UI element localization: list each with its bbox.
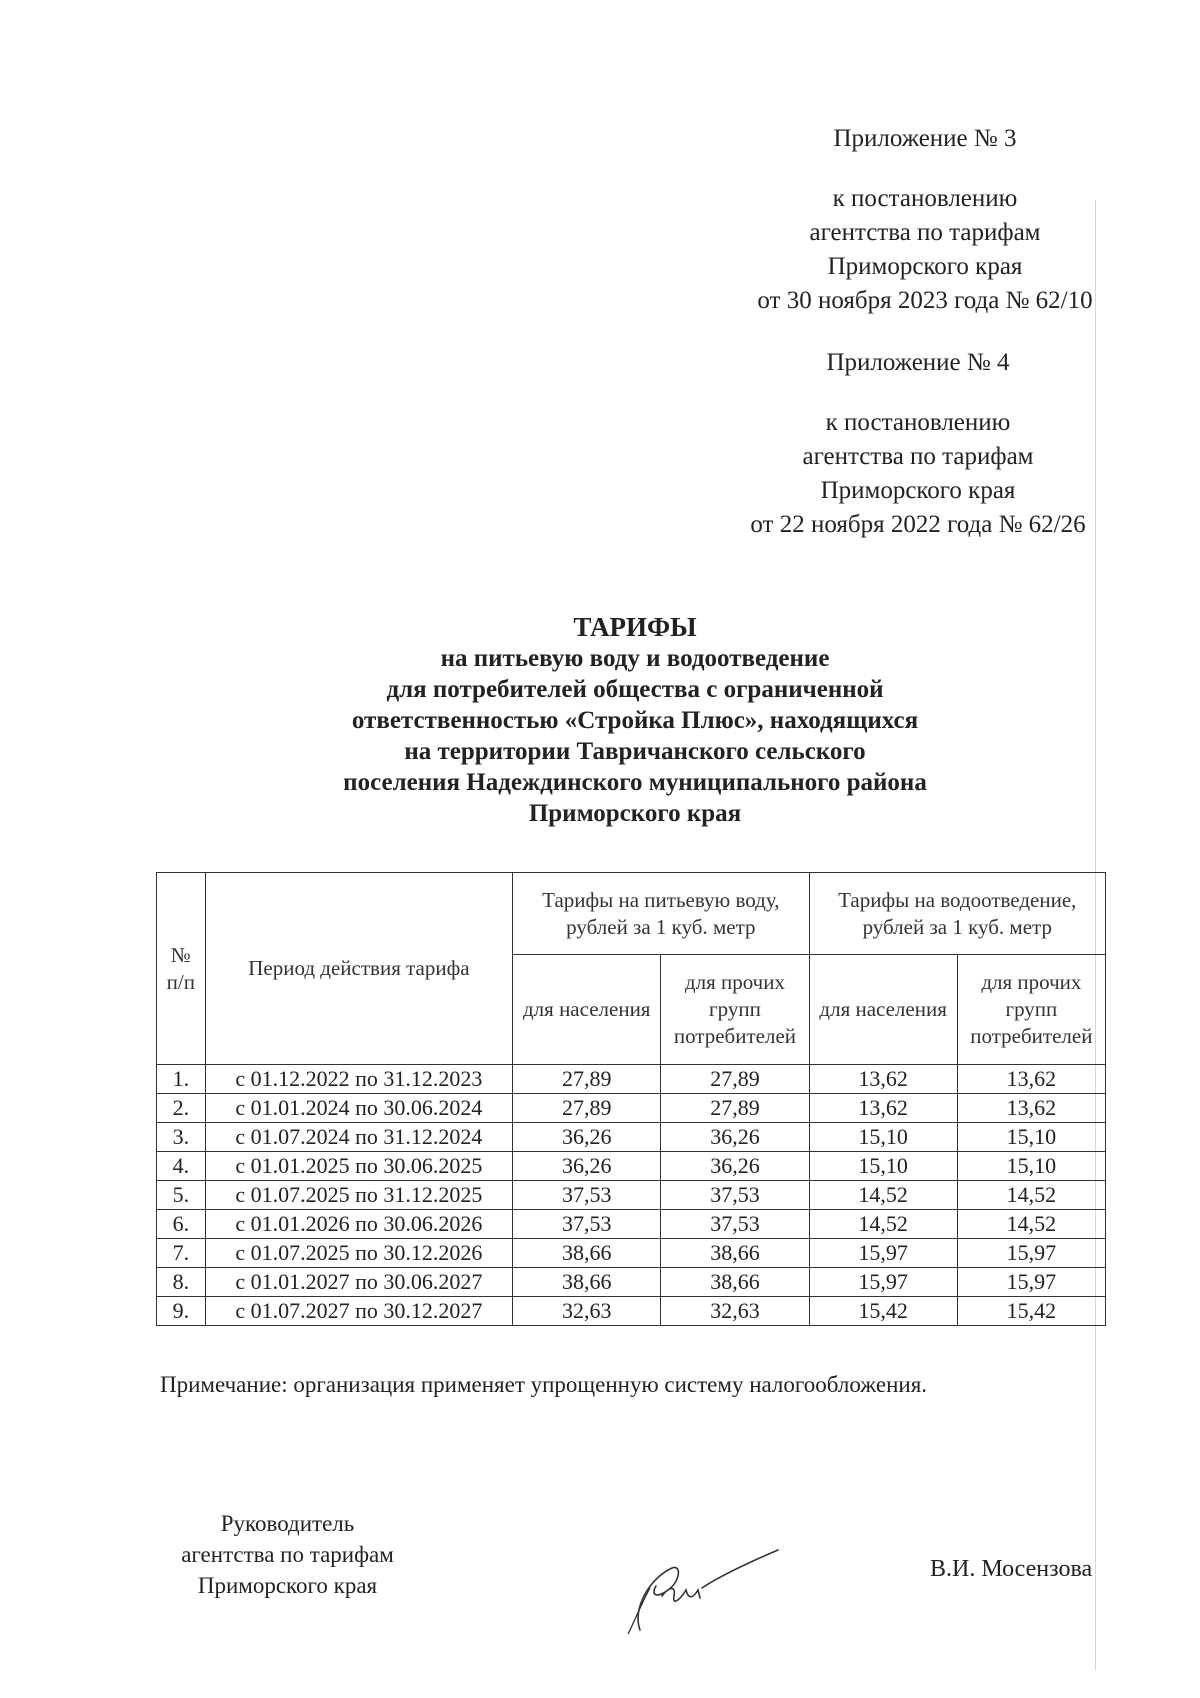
drain-other-value: 15,97: [957, 1239, 1105, 1268]
appendix-line: Приморского края: [827, 253, 1023, 280]
drain-other-value: 14,52: [957, 1181, 1105, 1210]
water-population-value: 38,66: [513, 1239, 661, 1268]
header-number: № п/п: [157, 873, 206, 1065]
appendix-title: Приложение № 3: [833, 125, 1017, 152]
water-population-value: 38,66: [513, 1268, 661, 1297]
drain-population-value: 14,52: [809, 1210, 957, 1239]
row-number: 3.: [157, 1123, 206, 1152]
table-row: [157, 1094, 1106, 1123]
drain-other-value: 15,10: [957, 1123, 1105, 1152]
header-drain-group: Тарифы на водоотведение, рублей за 1 куб. метр: [809, 873, 1105, 955]
table-row: [157, 1239, 1106, 1268]
drain-population-value: 13,62: [809, 1065, 957, 1094]
table-row: [157, 1152, 1106, 1181]
row-period: с 01.01.2027 по 30.06.2027: [205, 1268, 512, 1297]
drain-population-value: 15,42: [809, 1297, 957, 1326]
row-period: с 01.07.2024 по 31.12.2024: [205, 1123, 512, 1152]
header-drain-population: для населения: [809, 955, 957, 1065]
drain-other-value: 15,42: [957, 1297, 1105, 1326]
appendix-date-line: от 30 ноября 2023 года № 62/10: [757, 287, 1093, 314]
drain-population-value: 15,97: [809, 1268, 957, 1297]
appendix-line: агентства по тарифам: [802, 443, 1034, 470]
water-other-value: 36,26: [661, 1152, 809, 1181]
header-water-population: для населения: [513, 955, 661, 1065]
drain-other-value: 15,97: [957, 1268, 1105, 1297]
water-other-value: 37,53: [661, 1210, 809, 1239]
heading-line: Приморского края: [528, 800, 742, 827]
row-period: с 01.07.2027 по 30.12.2027: [205, 1297, 512, 1326]
appendix-title: Приложение № 4: [826, 349, 1010, 376]
row-number: 2.: [157, 1094, 206, 1123]
heading-line: на территории Тавричанского сельского: [404, 738, 866, 765]
water-other-value: 27,89: [661, 1094, 809, 1123]
document-title: ТАРИФЫ: [573, 612, 697, 642]
row-period: с 01.01.2026 по 30.06.2026: [205, 1210, 512, 1239]
row-number: 9.: [157, 1297, 206, 1326]
signer-position-line: Приморского края: [197, 1573, 378, 1598]
water-other-value: 36,26: [661, 1123, 809, 1152]
water-population-value: 37,53: [513, 1181, 661, 1210]
heading-line: на питьевую воду и водоотведение: [440, 645, 830, 672]
water-other-value: 38,66: [661, 1268, 809, 1297]
water-other-value: 37,53: [661, 1181, 809, 1210]
row-number: 4.: [157, 1152, 206, 1181]
drain-other-value: 14,52: [957, 1210, 1105, 1239]
appendix-line: к постановлению: [825, 409, 1011, 436]
table-row: [157, 1181, 1106, 1210]
water-population-value: 37,53: [513, 1210, 661, 1239]
signer-name: В.И. Мосензова: [930, 1556, 1093, 1582]
drain-population-value: 13,62: [809, 1094, 957, 1123]
drain-population-value: 15,97: [809, 1239, 957, 1268]
water-other-value: 27,89: [661, 1065, 809, 1094]
water-population-value: 36,26: [513, 1123, 661, 1152]
row-number: 8.: [157, 1268, 206, 1297]
header-water-other: для прочих групп потребителей: [661, 955, 809, 1065]
drain-other-value: 13,62: [957, 1065, 1105, 1094]
appendix-line: Приморского края: [820, 477, 1016, 504]
drain-population-value: 15,10: [809, 1152, 957, 1181]
row-number: 1.: [157, 1065, 206, 1094]
table-row: [157, 1210, 1106, 1239]
water-population-value: 36,26: [513, 1152, 661, 1181]
appendix-date-line: от 22 ноября 2022 года № 62/26: [750, 511, 1086, 538]
table-row: [157, 1123, 1106, 1152]
heading-line: для потребителей общества с ограниченной: [386, 676, 884, 703]
drain-population-value: 14,52: [809, 1181, 957, 1210]
tax-note: Примечание: организация применяет упрощенную систему налогообложения.: [160, 1372, 928, 1397]
water-other-value: 38,66: [661, 1239, 809, 1268]
header-drain-other: для прочих групп потребителей: [957, 955, 1105, 1065]
heading-line: поселения Надеждинского муниципального района: [343, 769, 927, 796]
row-period: с 01.07.2025 по 31.12.2025: [205, 1181, 512, 1210]
signer-position-line: агентства по тарифам: [181, 1542, 394, 1567]
table-row: [157, 1297, 1106, 1326]
handwritten-signature: [610, 1538, 780, 1638]
water-population-value: 27,89: [513, 1094, 661, 1123]
row-period: с 01.07.2025 по 30.12.2026: [205, 1239, 512, 1268]
water-population-value: 32,63: [513, 1297, 661, 1326]
water-other-value: 32,63: [661, 1297, 809, 1326]
signer-position-line: Руководитель: [220, 1511, 355, 1536]
appendix-line: агентства по тарифам: [809, 219, 1041, 246]
tariffs-table: [156, 872, 1106, 1326]
header-water-group: Тарифы на питьевую воду, рублей за 1 куб. метр: [513, 873, 809, 955]
header-period: Период действия тарифа: [205, 873, 512, 1065]
row-number: 7.: [157, 1239, 206, 1268]
drain-other-value: 15,10: [957, 1152, 1105, 1181]
heading-line: ответственностью «Стройка Плюс», находящихся: [351, 707, 919, 734]
row-number: 5.: [157, 1181, 206, 1210]
appendix-line: к постановлению: [832, 185, 1018, 212]
row-period: с 01.01.2024 по 30.06.2024: [205, 1094, 512, 1123]
signer-position: [145, 1508, 430, 1601]
drain-population-value: 15,10: [809, 1123, 957, 1152]
table-row: [157, 1065, 1106, 1094]
document-heading: [205, 612, 1065, 829]
row-number: 6.: [157, 1210, 206, 1239]
row-period: с 01.01.2025 по 30.06.2025: [205, 1152, 512, 1181]
drain-other-value: 13,62: [957, 1094, 1105, 1123]
appendix-4-block: [718, 346, 1118, 542]
appendix-3-block: [725, 122, 1125, 318]
water-population-value: 27,89: [513, 1065, 661, 1094]
table-row: [157, 1268, 1106, 1297]
row-period: с 01.12.2022 по 31.12.2023: [205, 1065, 512, 1094]
